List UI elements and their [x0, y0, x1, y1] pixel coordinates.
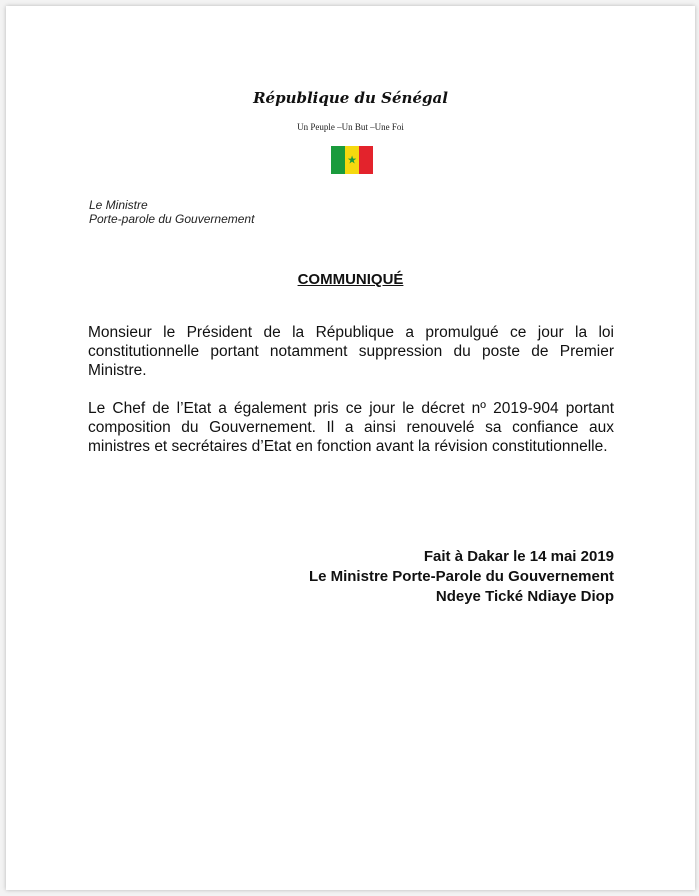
body-paragraph-1: Monsieur le Président de la République a promulgué ce jour la loi constitutionnelle portant notamment suppression du poste de Premier Ministre.: [88, 324, 614, 379]
sender-block: [89, 198, 254, 226]
document-page: [6, 6, 695, 890]
sender-role: Porte-parole du Gouvernement: [89, 212, 255, 226]
flag-star-icon: ★: [347, 153, 357, 167]
place-date: Fait à Dakar le 14 mai 2019: [423, 548, 614, 565]
signature-block: [309, 547, 614, 607]
document-title: COMMUNIQUÉ: [297, 271, 404, 288]
body-paragraph-2: Le Chef de l’Etat a également pris ce jour le décret nº 2019-904 portant composition du Gouvernement. Il a ainsi renouvelé sa confiance aux ministres et secrétaires d’Etat en fonction avant la révision constitutionnelle.: [88, 400, 614, 455]
republic-heading: République du Sénégal: [253, 89, 448, 107]
signatory-name: Ndeye Tické Ndiaye Diop: [435, 588, 614, 605]
national-motto: Un Peuple –Un But –Une Foi: [297, 122, 404, 132]
signatory-role: Le Ministre Porte-Parole du Gouvernement: [308, 568, 614, 585]
senegal-flag: [331, 146, 373, 174]
sender-title: Le Ministre: [89, 198, 148, 212]
